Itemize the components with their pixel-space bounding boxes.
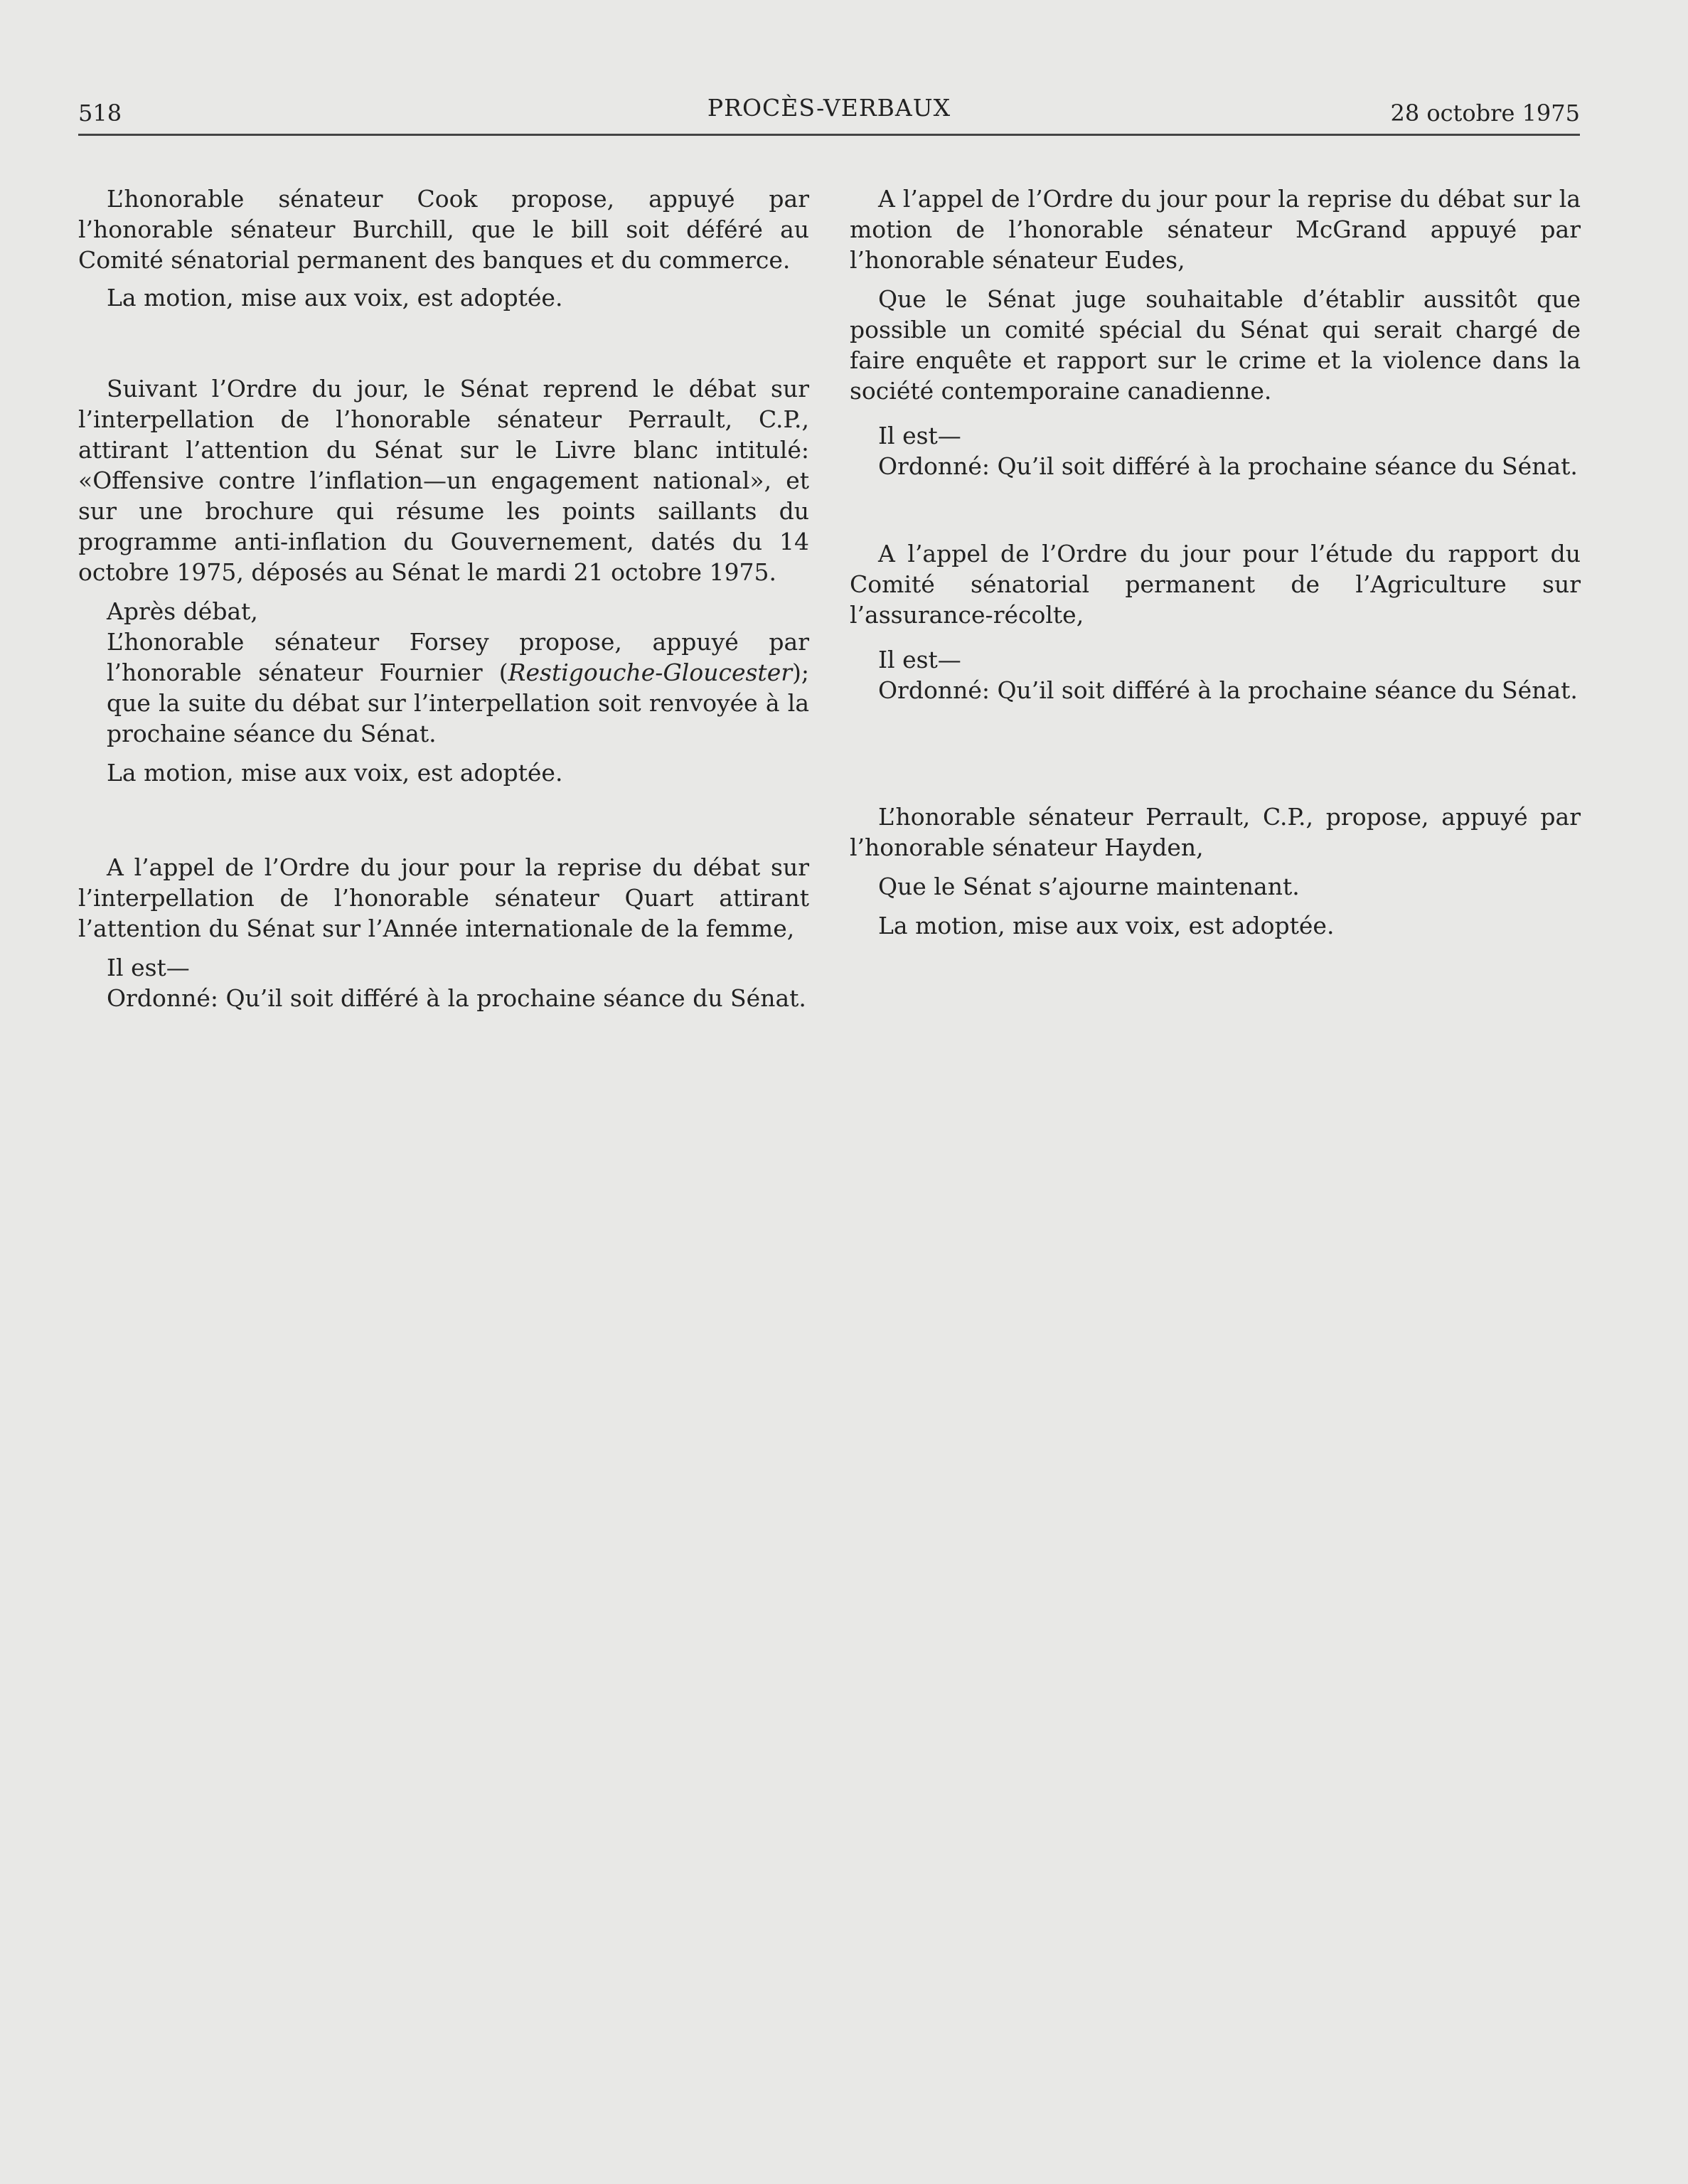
paragraph-rich: L’honorable sénateur Forsey propose, appuyé par l’honorable sénateur Fournier (Restigouche-Gloucester); que la suite du débat sur l’interpellation soit renvoyée à la prochaine séance du Sénat. (107, 628, 809, 747)
paragraph: Suivant l’Ordre du jour, le Sénat reprend le débat sur l’interpellation de l’honorable sénateur Perrault, C.P., attirant l’attention du Sénat sur le Livre blanc intitulé: «Offensive contre l’inflation—un engagement national», et sur une brochure qui résume les points saillants du programme anti-inflation du Gouvernement, datés du 14 octobre 1975, déposés au Sénat le mardi 21 octobre 1975. (78, 375, 809, 586)
paragraph: Il est— (878, 422, 961, 449)
paragraph: L’honorable sénateur Perrault, C.P., propose, appuyé par l’honorable sénateur Hayden, (850, 803, 1581, 861)
paragraph: Il est— (107, 954, 190, 981)
paragraph: Il est— (878, 646, 961, 673)
paragraph: La motion, mise aux voix, est adoptée. (107, 759, 563, 787)
paragraph: Que le Sénat juge souhaitable d’établir aussitôt que possible un comité spécial du Sénat qui serait chargé de faire enquête et rapport sur le crime et la violence dans la société contemporaine canadienne. (850, 285, 1581, 405)
paragraph: A l’appel de l’Ordre du jour pour la reprise du débat sur l’interpellation de l’honorable sénateur Quart attirant l’attention du Sénat sur l’Année internationale de la femme, (78, 853, 809, 942)
paragraph: Ordonné: Qu’il soit différé à la prochaine séance du Sénat. (107, 984, 806, 1012)
paragraph: Ordonné: Qu’il soit différé à la prochaine séance du Sénat. (878, 676, 1578, 704)
left-column (78, 183, 809, 1013)
paragraph: L’honorable sénateur Cook propose, appuyé par l’honorable sénateur Burchill, que le bill soit déféré au Comité sénatorial permanent des banques et du commerce. (78, 185, 809, 274)
page-header (78, 94, 1580, 136)
paragraph: La motion, mise aux voix, est adoptée. (878, 912, 1335, 939)
paragraph: La motion, mise aux voix, est adoptée. (107, 284, 563, 311)
paragraph: Ordonné: Qu’il soit différé à la prochaine séance du Sénat. (878, 452, 1578, 480)
running-title: PROCÈS-VERBAUX (707, 94, 951, 122)
paragraph: Que le Sénat s’ajourne maintenant. (878, 873, 1300, 900)
paragraph: A l’appel de l’Ordre du jour pour la reprise du débat sur la motion de l’honorable sénateur McGrand appuyé par l’honorable sénateur Eudes, (850, 185, 1581, 274)
right-column (850, 183, 1581, 941)
paragraph: Après débat, (107, 597, 258, 625)
page-number: 518 (78, 100, 122, 127)
paragraph: A l’appel de l’Ordre du jour pour l’étude du rapport du Comité sénatorial permanent de l’Agriculture sur l’assurance-récolte, (850, 540, 1581, 629)
page-date: 28 octobre 1975 (1390, 100, 1580, 127)
